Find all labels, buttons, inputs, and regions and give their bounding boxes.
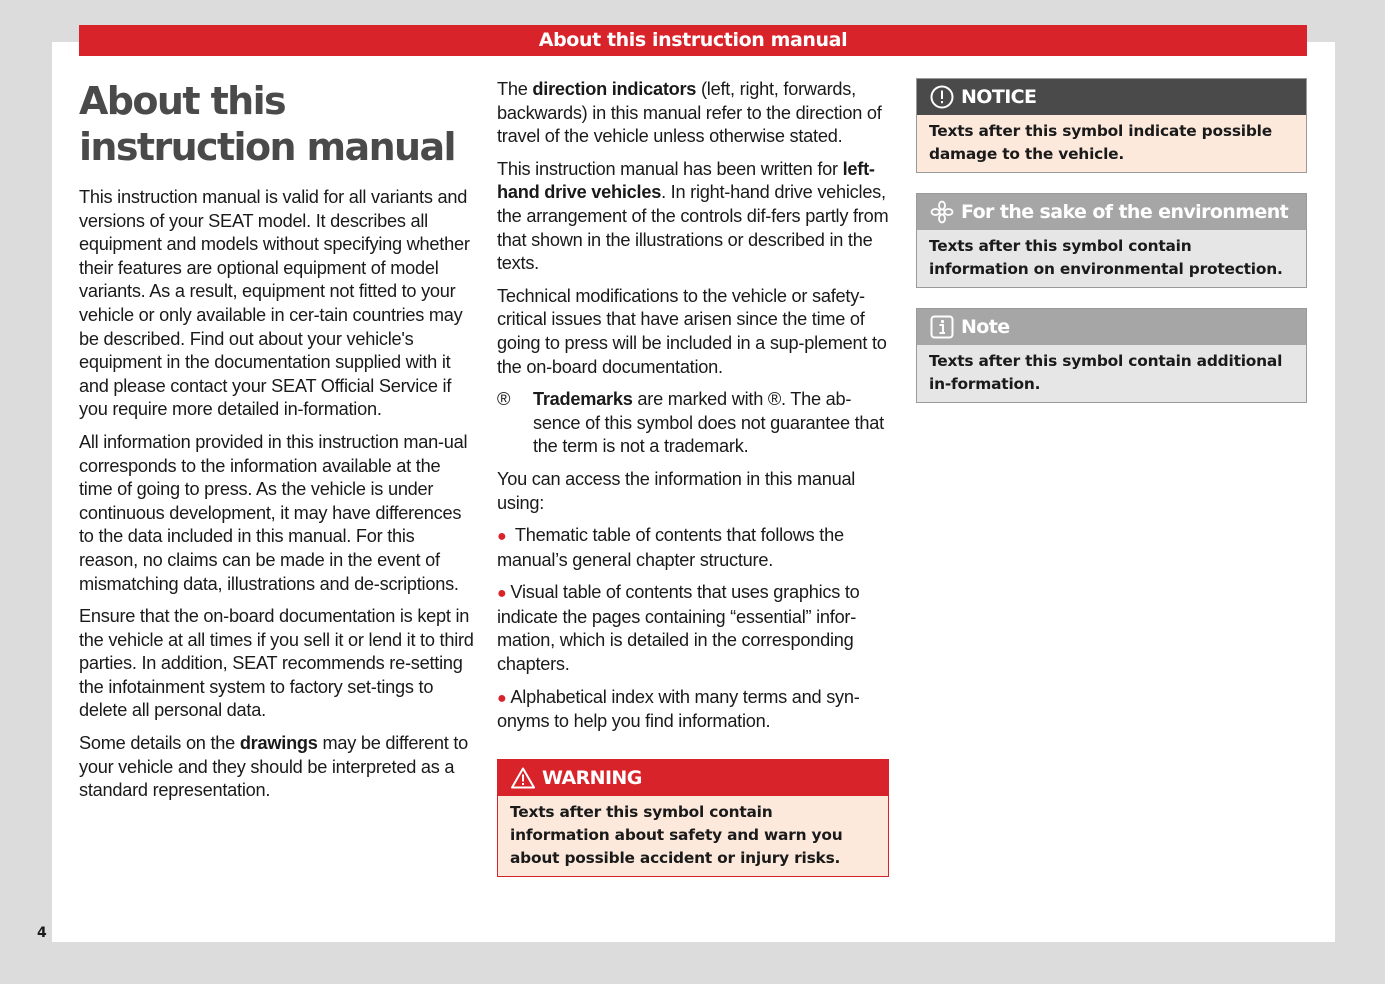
trademark-text (533, 388, 889, 459)
note-title: Note (961, 316, 1010, 338)
column-right (916, 78, 1307, 403)
page-title: About this instruction manual (79, 79, 455, 169)
environment-box (916, 193, 1307, 288)
paragraph-access-intro: You can access the information in this manual using: (497, 468, 856, 513)
note-header (917, 309, 1306, 345)
paragraph-validity: This instruction manual is valid for all variants and versions of your SEAT model. It describes all equipment and models without specifying whether their features are optional equipment of model variants. As a result, equipment not fitted to your vehicle or only available in cer-tain countries may be described. Find out about your vehicle's equipment in the documentation supplied with it and please contact your SEAT Official Service if you require more detailed in-formation. (79, 187, 470, 420)
section-header-bar (79, 25, 1307, 56)
note-box (916, 308, 1307, 403)
paragraph-drawings (79, 732, 474, 803)
bullet-icon: ● (497, 585, 507, 603)
column-middle (497, 78, 889, 877)
bold-term: Trademarks (533, 389, 633, 410)
bold-term: left-hand drive vehicles (497, 158, 875, 203)
bold-term: direction indicators (532, 79, 697, 99)
paragraph-documentation: Ensure that the on-board documentation is kept in the vehicle at all times if you sell it or lend it to third parties. In addition, SEAT recommends re-setting the infotainment system to factory set-tings to delete all personal data. (79, 606, 474, 721)
flower-icon (929, 199, 955, 225)
list-item-text: Thematic table of contents that follows the manual’s general chapter structure. (497, 525, 844, 570)
bold-term: drawings (239, 733, 318, 754)
paragraph-information: All information provided in this instruction man-ual corresponds to the information available at the time of going to press. As the vehicle is under continuous development, it may have differences to the data included in this manual. For this reason, no claims can be made in the event of mismatching data, illustrations and de-scriptions. (79, 431, 468, 594)
text-segment: may be different to your vehicle and they should be interpreted as a standard representation. (79, 733, 469, 801)
notice-text: Texts after this symbol indicate possible damage to the vehicle. (917, 115, 1306, 172)
notice-header (917, 79, 1306, 115)
warning-text: Texts after this symbol contain information about safety and warn you about possible accident or injury risks. (498, 796, 888, 876)
text-segment: . In right-hand drive vehicles, the arrangement of the controls dif-fers partly from that shown in the illustrations or described in the texts. (497, 182, 889, 274)
text-segment: Some details on the (79, 733, 240, 754)
section-header-title: About this instruction manual (538, 29, 848, 51)
registered-trademark-icon: ® (497, 389, 511, 410)
trademark-note (497, 388, 889, 459)
environment-title: For the sake of the environment (961, 201, 1289, 223)
list-item (497, 524, 889, 572)
text-segment: (left, right, forwards, backwards) in this manual refer to the direction of travel of the vehicle unless otherwise stated. (497, 79, 882, 147)
warning-header (498, 760, 888, 796)
column-left (79, 78, 474, 812)
warning-title: WARNING (542, 766, 642, 789)
note-text: Texts after this symbol contain additional in-formation. (917, 345, 1306, 402)
text-segment: are marked with ®. The ab-sence of this symbol does not guarantee that the term is not a trademark. (533, 389, 884, 457)
notice-box (916, 78, 1307, 173)
list-item-text: Alphabetical index with many terms and syn-onyms to help you find information. (497, 686, 860, 732)
list-item (497, 686, 889, 734)
paragraph-technical: Technical modifications to the vehicle or safety-critical issues that have arisen since the time of going to press will be included in a sup-plement to the on-board documentation. (497, 285, 887, 377)
warning-box (497, 759, 889, 877)
paragraph-direction (497, 78, 889, 149)
page-number: 4 (37, 925, 47, 941)
text-segment: The (497, 79, 533, 99)
list-item (497, 581, 889, 676)
bullet-icon: ● (497, 528, 507, 546)
paragraph-lhd (497, 158, 889, 276)
list-item-text: Visual table of contents that uses graphics to indicate the pages containing “essential” infor-mation, which is detailed in the corresponding chapters. (497, 582, 860, 675)
exclamation-circle-icon (929, 84, 955, 110)
notice-title: NOTICE (961, 86, 1037, 108)
warning-triangle-icon (510, 765, 536, 791)
text-segment: This instruction manual has been written for (497, 158, 843, 179)
bullet-icon: ● (497, 689, 507, 707)
info-icon (929, 314, 955, 340)
environment-header (917, 194, 1306, 230)
environment-text: Texts after this symbol contain information on environmental protection. (917, 230, 1306, 287)
